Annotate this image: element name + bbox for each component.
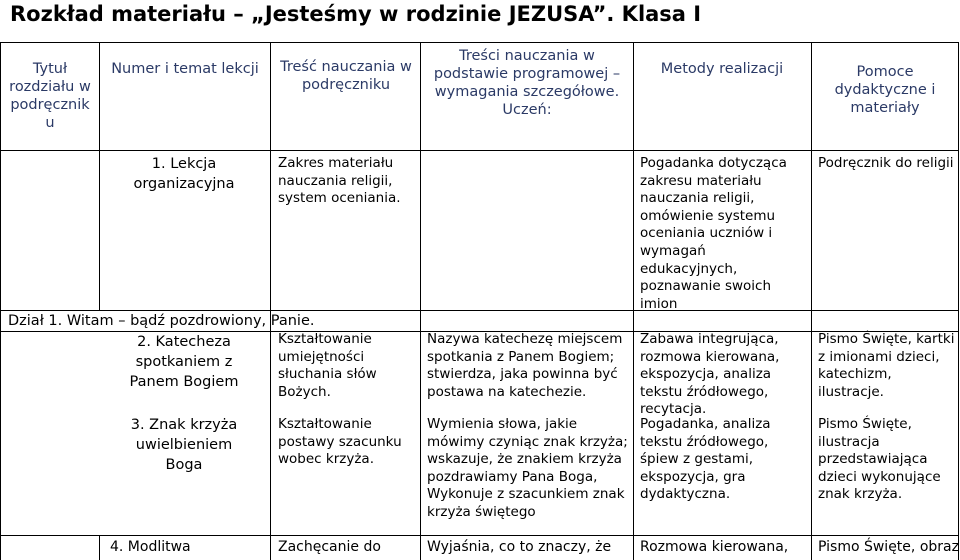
- header-curriculum-requirements: Treści nauczania w podstawie programowej – wymagania szczegółowe. Uczeń:: [433, 48, 621, 118]
- row1-methods: Pogadanka dotycząca zakresu materiału nauczania religii, omówienie systemu oceniania uczniów i wymagań edukacyjnych, poznawanie swoich imion: [640, 155, 787, 312]
- row4-content: Zachęcanie do: [278, 539, 381, 555]
- header-textbook-content: Treść nauczania w podręczniku: [280, 59, 412, 93]
- row3-requirements: Wymienia słowa, jakie mówimy czyniąc znak krzyża; wskazuje, że znakiem krzyża pozdrawiamy Pana Boga, Wykonuje z szacunkiem znak krzyża świętego: [427, 416, 628, 520]
- section-heading: Dział 1. Witam – bądź pozdrowiony, Panie.: [8, 313, 315, 329]
- column-divider: [811, 42, 812, 560]
- row2-aids: Pismo Święte, kartki z imionami dzieci, katechizm, ilustracje.: [818, 331, 955, 400]
- row4-aids: Pismo Święte, obraz: [818, 539, 959, 555]
- header-teaching-aids: Pomoce dydaktyczne i materiały: [834, 64, 936, 116]
- row3-aids: Pismo Święte, ilustracja przedstawiająca dzieci wykonujące znak krzyża.: [818, 416, 941, 503]
- header-lesson-number: Numer i temat lekcji: [111, 61, 259, 77]
- column-divider: [633, 42, 634, 560]
- row3-content: Kształtowanie postawy szacunku wobec krzyża.: [278, 416, 402, 468]
- header-methods: Metody realizacji: [660, 61, 784, 77]
- row1-lesson: 1. Lekcja organizacyjna: [133, 156, 235, 192]
- row1-content: Zakres materiału nauczania religii, system oceniania.: [278, 155, 401, 207]
- row2-content: Kształtowanie umiejętności słuchania słów Bożych.: [278, 331, 377, 400]
- table-border-right: [958, 42, 959, 560]
- row2-lesson: 2. Katecheza spotkaniem z Panem Bogiem: [129, 334, 239, 390]
- row4-methods: Rozmowa kierowana,: [640, 539, 789, 555]
- row3-methods: Pogadanka, analiza tekstu źródłowego, śpiew z gestami, ekspozycja, gra dydaktyczna.: [640, 416, 771, 503]
- table-border-left: [0, 42, 1, 560]
- header-chapter-title: Tytuł rozdziału w podręcznik u: [9, 61, 91, 131]
- row3-lesson: 3. Znak krzyża uwielbieniem Boga: [130, 417, 238, 473]
- row1-aids: Podręcznik do religii: [818, 155, 954, 171]
- row4-requirements: Wyjaśnia, co to znaczy, że: [427, 539, 612, 555]
- row4-lesson: 4. Modlitwa: [110, 539, 191, 555]
- column-divider: [270, 42, 271, 560]
- page-title: Rozkład materiału – „Jesteśmy w rodzinie JEZUSA”. Klasa I: [10, 2, 702, 26]
- column-divider: [99, 535, 100, 560]
- row2-requirements: Nazywa katechezę miejscem spotkania z Panem Bogiem; stwierdza, jaka powinna być postawa na katechezie.: [427, 331, 623, 400]
- table-border-top: [0, 42, 959, 43]
- row2-methods: Zabawa integrująca, rozmowa kierowana, ekspozycja, analiza tekstu źródłowego, recytacja.: [640, 331, 780, 418]
- header-divider: [0, 150, 959, 151]
- column-divider: [420, 42, 421, 560]
- row-divider: [0, 535, 959, 536]
